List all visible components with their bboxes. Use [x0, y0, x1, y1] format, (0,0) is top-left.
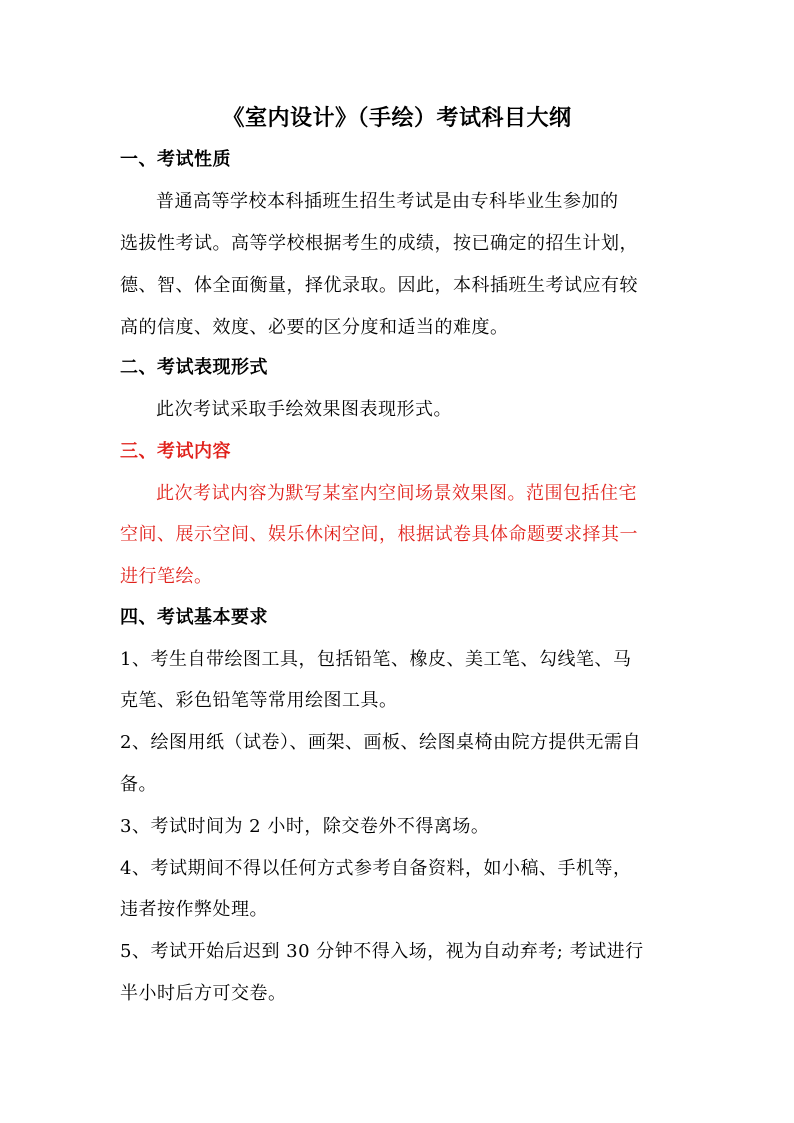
- section-nature-line: 选拔性考试。高等学校根据考生的成绩，按已确定的招生计划，: [120, 233, 638, 254]
- requirement-line: 2、绘图用纸（试卷）、画架、画板、绘图桌椅由院方提供无需自: [120, 732, 641, 753]
- section-content-line: 此次考试内容为默写某室内空间场景效果图。范围包括住宅: [156, 483, 637, 504]
- section-heading-content: 三、考试内容: [120, 441, 231, 462]
- requirement-line: 违者按作弊处理。: [120, 899, 268, 920]
- requirement-line: 克笔、彩色铅笔等常用绘图工具。: [120, 690, 398, 711]
- requirement-line: 4、考试期间不得以任何方式参考自备资料，如小稿、手机等，: [120, 858, 632, 879]
- section-heading-requirements: 四、考试基本要求: [120, 607, 268, 628]
- section-content-line: 空间、展示空间、娱乐休闲空间，根据试卷具体命题要求择其一: [120, 524, 638, 545]
- section-heading-form: 二、考试表现形式: [120, 357, 268, 378]
- section-content-line: 进行笔绘。: [120, 566, 213, 587]
- section-heading-nature: 一、考试性质: [120, 149, 231, 170]
- document-title: 《室内设计》（手绘）考试科目大纲: [222, 105, 572, 131]
- section-nature-line: 德、智、体全面衡量，择优录取。因此，本科插班生考试应有较: [120, 275, 638, 296]
- requirement-line: 1、考生自带绘图工具，包括铅笔、橡皮、美工笔、勾线笔、马: [120, 649, 632, 670]
- section-nature-line: 普通高等学校本科插班生招生考试是由专科毕业生参加的: [156, 191, 619, 212]
- section-nature-line: 高的信度、效度、必要的区分度和适当的难度。: [120, 317, 509, 338]
- section-form-line: 此次考试采取手绘效果图表现形式。: [156, 399, 452, 420]
- requirement-line: 3、考试时间为 2 小时，除交卷外不得离场。: [120, 816, 490, 837]
- requirement-line: 半小时后方可交卷。: [120, 983, 287, 1004]
- requirement-line: 备。: [120, 774, 157, 795]
- requirement-line: 5、考试开始后迟到 30 分钟不得入场，视为自动弃考; 考试进行: [120, 941, 644, 962]
